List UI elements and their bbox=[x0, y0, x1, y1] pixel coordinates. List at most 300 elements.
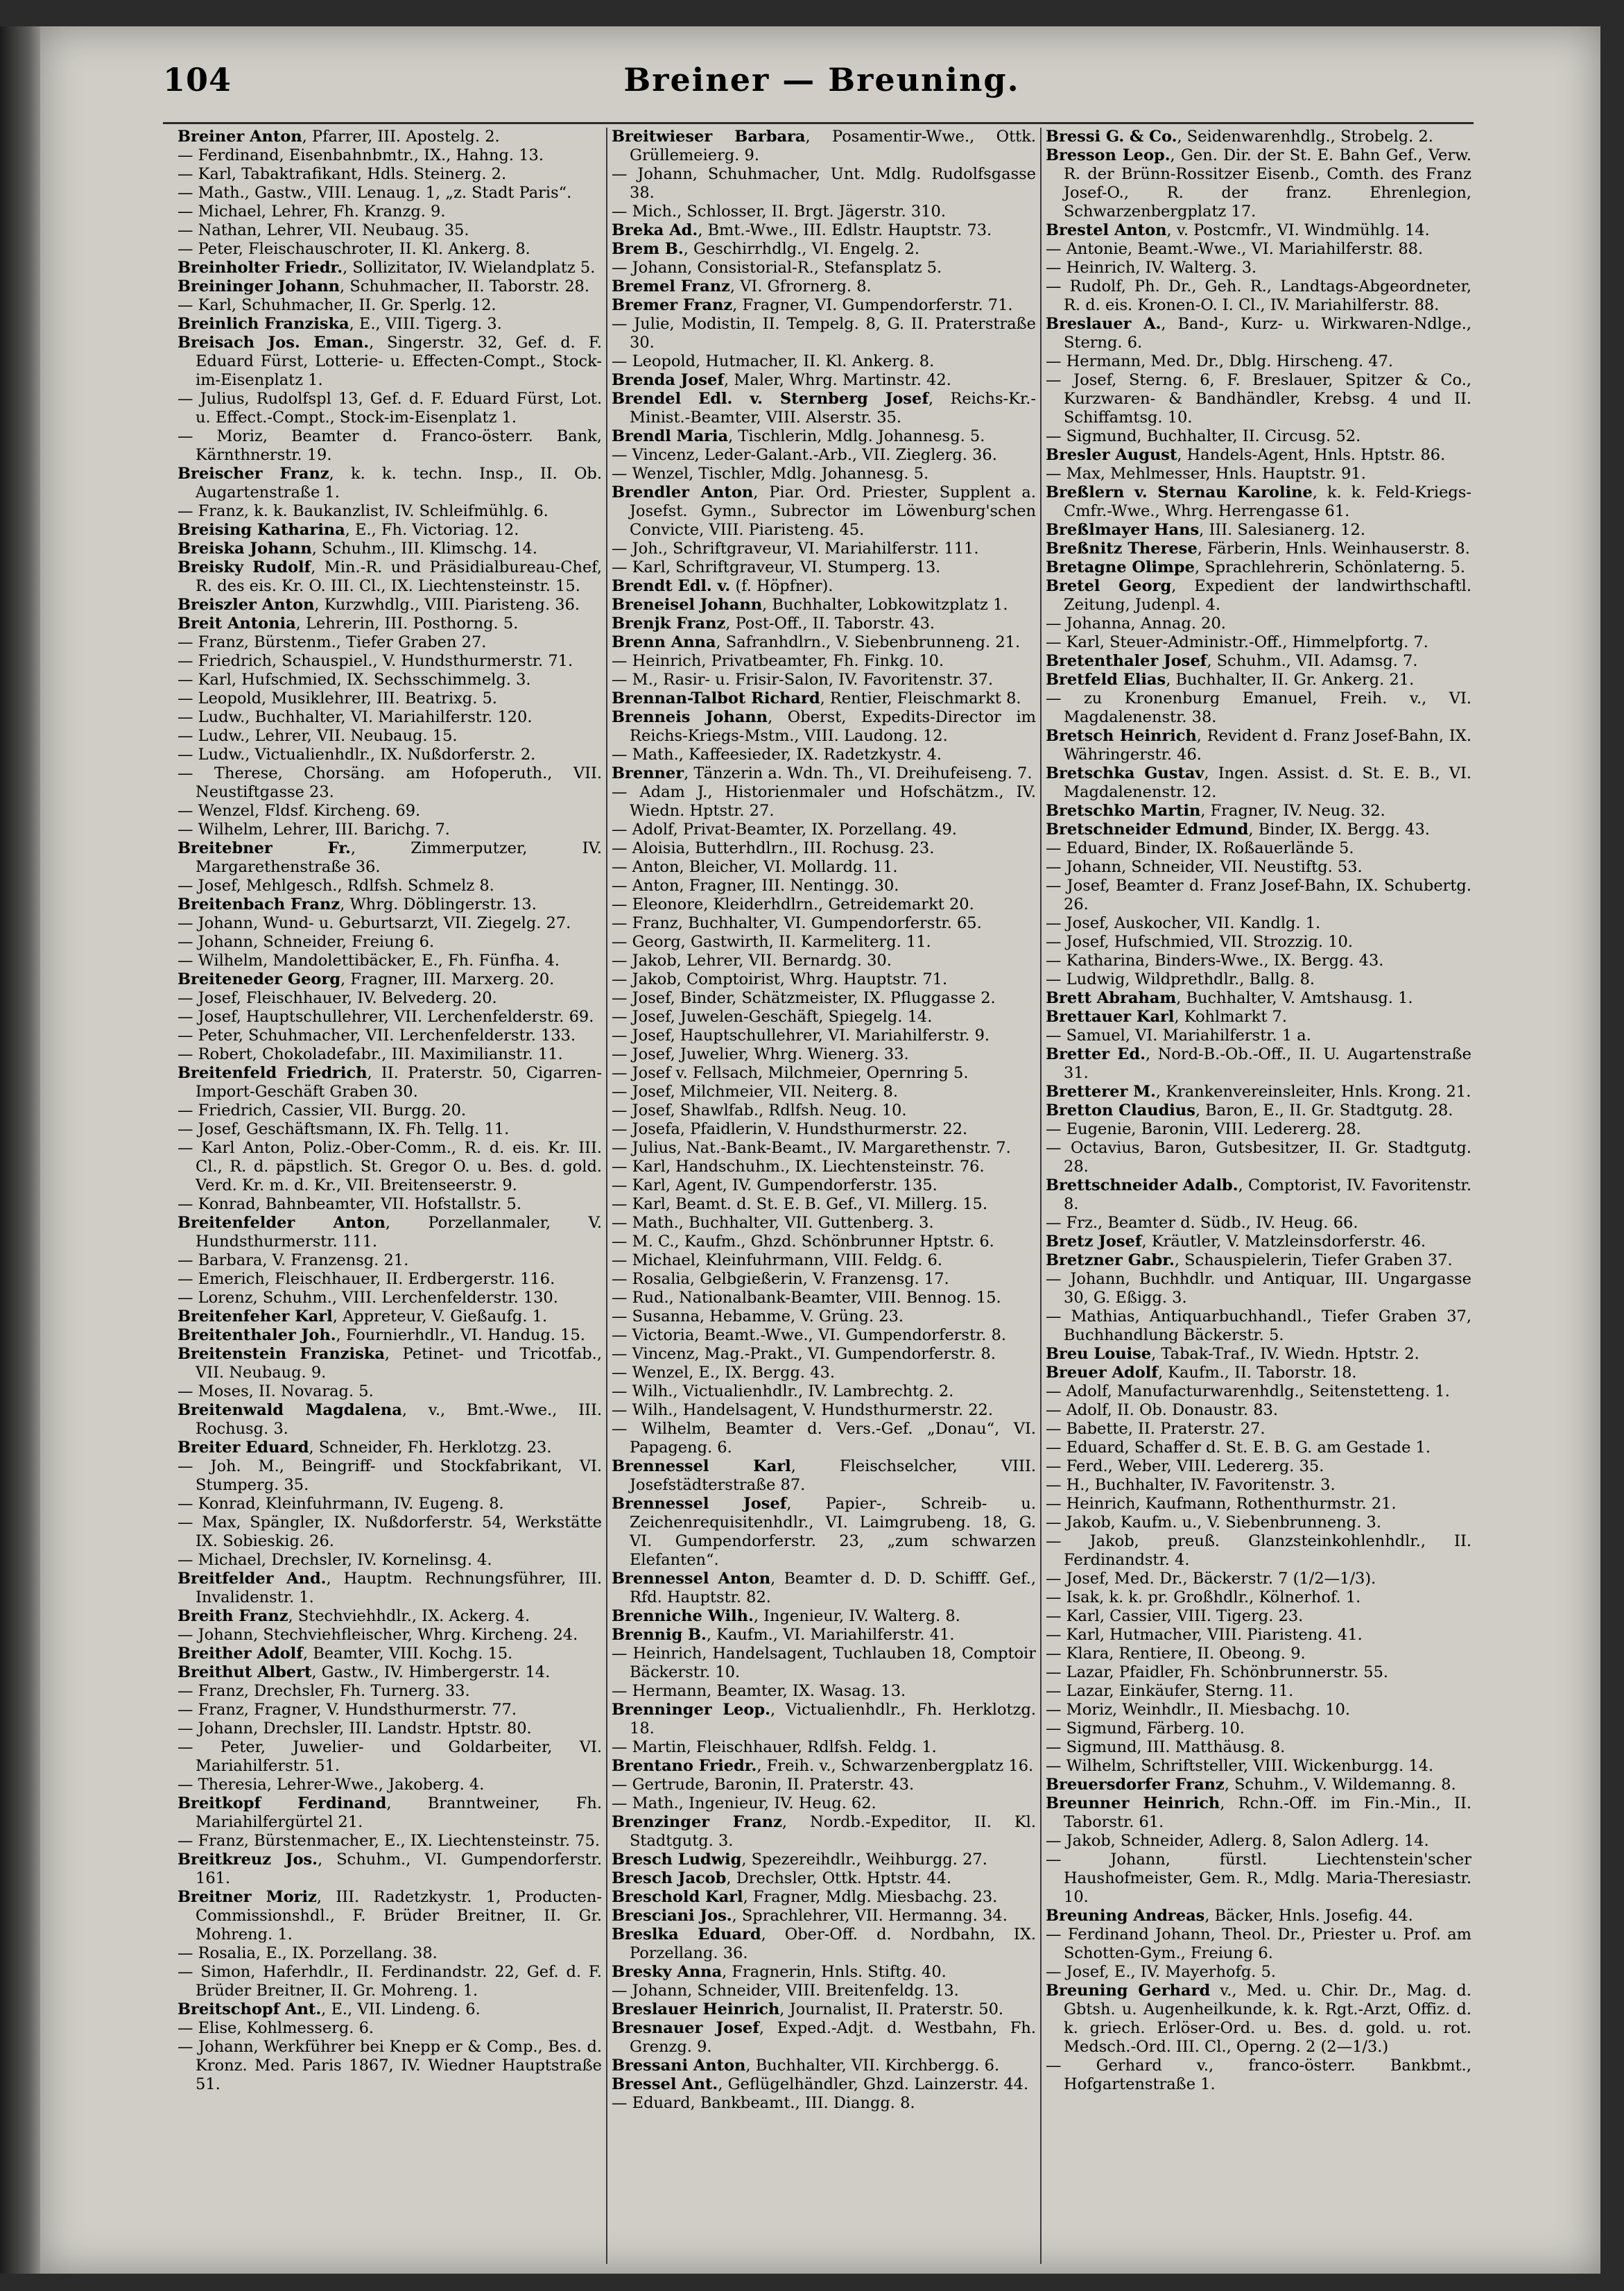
directory-entry bbox=[178, 165, 602, 184]
directory-entry bbox=[612, 2019, 1036, 2057]
directory-entry bbox=[612, 315, 1036, 352]
entry-surname: Breitschopf Ant. bbox=[178, 2000, 322, 2018]
entry-details: , Fragner, III. Marxerg. 20. bbox=[340, 970, 555, 988]
directory-entry bbox=[178, 1345, 602, 1382]
entry-details: — Julius, Rudolfspl 13, Gef. d. F. Eduard Fürst, Lot. u. Effect.-Compt., Stock-im-Eisenplatz 1. bbox=[178, 390, 602, 427]
entry-details: — Ferdinand Johann, Theol. Dr., Priester u. Prof. am Schotten-Gym., Freiung 6. bbox=[1046, 1925, 1471, 1962]
directory-entry bbox=[178, 1663, 602, 1682]
directory-entry bbox=[612, 2094, 1036, 2113]
entry-details: , Maler, Whrg. Martinstr. 42. bbox=[724, 371, 951, 389]
entry-details: — Moriz, Weinhdlr., II. Miesbachg. 10. bbox=[1046, 1701, 1351, 1719]
entry-details: — Wilhelm, Schriftsteller, VIII. Wickenburgg. 14. bbox=[1046, 1757, 1434, 1775]
entry-details: — Karl, Hutmacher, VIII. Piaristeng. 41. bbox=[1046, 1626, 1363, 1644]
entry-details: — Rudolf, Ph. Dr., Geh. R., Landtags-Abgeordneter, R. d. eis. Kronen-O. I. Cl., IV. Mariahilferstr. 88. bbox=[1046, 277, 1471, 314]
directory-entry bbox=[612, 1064, 1036, 1083]
entry-details: — Gerhard v., franco-österr. Bankbmt., Hofgartenstraße 1. bbox=[1046, 2057, 1471, 2093]
entry-details: — Max, Mehlmesser, Hnls. Hauptstr. 91. bbox=[1046, 465, 1366, 483]
entry-details: — Lorenz, Schuhm., VIII. Lerchenfelderstr. 130. bbox=[178, 1289, 558, 1307]
entry-details: — Julie, Modistin, II. Tempelg. 8, G. II. Praterstraße 30. bbox=[612, 315, 1036, 352]
entry-details: — Rosalia, Gelbgießerin, V. Franzensg. 17. bbox=[612, 1270, 949, 1288]
directory-entry bbox=[1046, 877, 1471, 914]
entry-surname: Brenzinger Franz bbox=[612, 1813, 782, 1831]
entry-details: — Math., Buchhalter, VII. Guttenberg. 3. bbox=[612, 1214, 934, 1232]
entry-details: , Kaufm., II. Taborstr. 18. bbox=[1157, 1364, 1357, 1382]
directory-entry bbox=[178, 1645, 602, 1663]
entry-details: — Eduard, Bankbeamt., III. Diangg. 8. bbox=[612, 2094, 915, 2112]
entry-details: — Math., Gastw., VIII. Lenaug. 1, „z. Stadt Paris“. bbox=[178, 184, 572, 202]
directory-entry bbox=[612, 577, 1036, 596]
entry-details: , Fragner, VI. Gumpendorferstr. 71. bbox=[732, 296, 1013, 314]
directory-entry bbox=[1046, 952, 1471, 970]
entry-details: , Kurzwhdlg., VIII. Piaristeng. 36. bbox=[314, 596, 580, 614]
directory-entry bbox=[178, 952, 602, 970]
entry-details: , Nordb.-Expeditor, II. Kl. Stadtgutg. 3. bbox=[630, 1813, 1036, 1850]
directory-entry bbox=[612, 1757, 1036, 1776]
entry-details: — Isak, k. k. pr. Großhdlr., Kölnerhof. 1. bbox=[1046, 1588, 1361, 1606]
entry-details: — Vincenz, Mag.-Prakt., VI. Gumpendorferstr. 8. bbox=[612, 1345, 996, 1363]
directory-entry bbox=[178, 1607, 602, 1626]
directory-entry bbox=[612, 296, 1036, 315]
directory-entry bbox=[178, 764, 602, 802]
directory-entry bbox=[612, 1158, 1036, 1176]
directory-entry bbox=[1046, 1420, 1471, 1439]
entry-details: — Wilh., Victualienhdlr., IV. Lambrechtg. 2. bbox=[612, 1382, 954, 1400]
directory-entry bbox=[178, 708, 602, 727]
directory-entry bbox=[612, 277, 1036, 296]
entry-details: , Sollizitator, IV. Wielandplatz 5. bbox=[343, 259, 596, 277]
entry-surname: Brett Abraham bbox=[1046, 989, 1177, 1007]
entry-details: — zu Kronenburg Emanuel, Freih. v., VI. Magdalenenstr. 38. bbox=[1046, 689, 1471, 726]
entry-details: — Ludw., Lehrer, VII. Neubaug. 15. bbox=[178, 727, 458, 745]
entry-details: , Stechviehhdlr., IX. Ackerg. 4. bbox=[288, 1607, 530, 1625]
directory-entry bbox=[612, 1382, 1036, 1401]
entry-details: — Barbara, V. Franzensg. 21. bbox=[178, 1251, 409, 1269]
directory-entry bbox=[178, 1139, 602, 1195]
directory-entry bbox=[1046, 1083, 1471, 1101]
directory-entry bbox=[1046, 764, 1471, 802]
entry-details: — Franz, Bürstenm., Tiefer Graben 27. bbox=[178, 633, 487, 651]
entry-details: , Comptorist, IV. Favoritenstr. 8. bbox=[1064, 1176, 1471, 1213]
entry-details: — Moses, II. Novarag. 5. bbox=[178, 1382, 374, 1400]
directory-entry bbox=[178, 1101, 602, 1120]
directory-entry bbox=[178, 2038, 602, 2094]
directory-entry bbox=[178, 633, 602, 652]
entry-details: , Gastw., IV. Himbergerstr. 14. bbox=[311, 1663, 551, 1681]
column-2 bbox=[607, 128, 1042, 2264]
entry-details: — Karl, Steuer-Administr.-Off., Himmelpfortg. 7. bbox=[1046, 633, 1428, 651]
directory-entry bbox=[1046, 371, 1471, 427]
directory-entry bbox=[178, 1027, 602, 1045]
entry-details: — Jakob, Comptoirist, Whrg. Hauptstr. 71. bbox=[612, 970, 948, 988]
entry-details: — Heinrich, Privatbeamter, Fh. Finkg. 10. bbox=[612, 652, 944, 670]
entry-details: — H., Buchhalter, IV. Favoritenstr. 3. bbox=[1046, 1476, 1336, 1494]
entry-details: , Geschirrhdlg., VI. Engelg. 2. bbox=[683, 240, 920, 258]
entry-surname: Brennessel Josef bbox=[612, 1495, 787, 1513]
directory-entry bbox=[178, 2000, 602, 2019]
entry-details: — M., Rasir- u. Frisir-Salon, IV. Favoritenstr. 37. bbox=[612, 671, 994, 689]
entry-details: — Leopold, Musiklehrer, III. Beatrixg. 5. bbox=[178, 689, 497, 707]
directory-entry bbox=[612, 1888, 1036, 1907]
directory-entry bbox=[1046, 1364, 1471, 1382]
directory-entry bbox=[612, 1457, 1036, 1495]
entry-details: , Kohlmarkt 7. bbox=[1174, 1008, 1287, 1026]
entry-details: — Rosalia, E., IX. Porzellang. 38. bbox=[178, 1944, 438, 1962]
entry-details: — Wilh., Handelsagent, V. Hundsthurmerstr. 22. bbox=[612, 1401, 993, 1419]
entry-surname: Breuning Gerhard bbox=[1046, 1982, 1211, 2000]
entry-surname: Breitenfeld Friedrich bbox=[178, 1064, 368, 1082]
directory-entry bbox=[612, 1495, 1036, 1570]
directory-entry bbox=[612, 1307, 1036, 1326]
entry-surname: Breuersdorfer Franz bbox=[1046, 1776, 1225, 1794]
entry-details: — Wilhelm, Beamter d. Vers.-Gef. „Donau“, VI. Papageng. 6. bbox=[612, 1420, 1036, 1457]
directory-entry bbox=[612, 128, 1036, 165]
directory-entry bbox=[1046, 1439, 1471, 1457]
directory-entry bbox=[612, 821, 1036, 839]
entry-details: — Math., Kaffeesieder, IX. Radetzkystr. 4. bbox=[612, 746, 942, 764]
entry-surname: Brendt Edl. v. bbox=[612, 577, 731, 595]
entry-details: — Joh. M., Beingriff- und Stockfabrikant, VI. Stumperg. 35. bbox=[178, 1457, 602, 1494]
directory-entry bbox=[178, 877, 602, 895]
entry-details: , VI. Gfrornerg. 8. bbox=[729, 277, 872, 295]
entry-details: , Porzellanmaler, V. Hundsthurmerstr. 111. bbox=[196, 1214, 603, 1251]
directory-entry bbox=[178, 502, 602, 521]
entry-surname: Brendl Maria bbox=[612, 427, 729, 445]
directory-entry bbox=[178, 1682, 602, 1701]
entry-details: — Nathan, Lehrer, VII. Neubaug. 35. bbox=[178, 221, 469, 239]
entry-details: , Ingenieur, IV. Walterg. 8. bbox=[753, 1607, 960, 1625]
entry-details: , k. k. techn. Insp., II. Ob. Augartenstraße 1. bbox=[196, 465, 602, 501]
directory-entry bbox=[178, 521, 602, 540]
entry-details: — Wenzel, Tischler, Mdlg. Johannesg. 5. bbox=[612, 465, 929, 483]
entry-details: , Buchhalter, Lobkowitzplatz 1. bbox=[762, 596, 1008, 614]
directory-entry bbox=[178, 1270, 602, 1289]
entry-details: — Leopold, Hutmacher, II. Kl. Ankerg. 8. bbox=[612, 352, 935, 370]
directory-entry bbox=[1046, 259, 1471, 277]
directory-entry bbox=[178, 1513, 602, 1551]
entry-surname: Bretton Claudius bbox=[1046, 1101, 1195, 1119]
directory-entry bbox=[178, 1495, 602, 1513]
directory-entry bbox=[612, 1813, 1036, 1851]
directory-entry bbox=[178, 1120, 602, 1139]
entry-details: — Elise, Kohlmesserg. 6. bbox=[178, 2019, 374, 2037]
directory-entry bbox=[1046, 1757, 1471, 1776]
entry-surname: Breiszler Anton bbox=[178, 596, 315, 614]
directory-entry bbox=[1046, 1495, 1471, 1513]
entry-details: , Geflügelhändler, Ghzd. Lainzerstr. 44. bbox=[718, 2075, 1029, 2093]
entry-details: , E., VIII. Tigerg. 3. bbox=[349, 315, 502, 333]
directory-entry bbox=[1046, 1570, 1471, 1588]
entry-details: , Schuhm., III. Klimschg. 14. bbox=[311, 540, 537, 558]
entry-details: , Baron, E., II. Gr. Stadtgutg. 28. bbox=[1195, 1101, 1453, 1119]
entry-details: — Wilhelm, Mandolettibäcker, E., Fh. Fünfha. 4. bbox=[178, 952, 560, 970]
running-title: Breiner — Breuning. bbox=[623, 61, 1020, 98]
entry-details: , E., Fh. Victoriag. 12. bbox=[345, 521, 519, 539]
entry-surname: Bretter Ed. bbox=[1046, 1045, 1146, 1063]
entry-details: — Lazar, Pfaidler, Fh. Schönbrunnerstr. 55. bbox=[1046, 1663, 1389, 1681]
directory-entry bbox=[612, 1645, 1036, 1682]
entry-details: — Lazar, Einkäufer, Sterng. 11. bbox=[1046, 1682, 1294, 1700]
directory-entry bbox=[612, 1270, 1036, 1289]
entry-surname: Breneisel Johann bbox=[612, 596, 763, 614]
entry-surname: Brennessel Anton bbox=[612, 1570, 771, 1588]
directory-entry bbox=[178, 727, 602, 746]
entry-details: , Seidenwarenhdlg., Strobelg. 2. bbox=[1177, 128, 1433, 146]
directory-entry bbox=[178, 821, 602, 839]
directory-entry bbox=[612, 2057, 1036, 2075]
entry-surname: Breßnitz Therese bbox=[1046, 540, 1198, 558]
entry-surname: Bretzner Gabr. bbox=[1046, 1251, 1175, 1269]
column-3 bbox=[1042, 128, 1476, 2264]
directory-entry bbox=[612, 1008, 1036, 1027]
entry-surname: Breitenthaler Joh. bbox=[178, 1326, 336, 1344]
directory-entry bbox=[612, 1214, 1036, 1233]
directory-entry bbox=[1046, 577, 1471, 615]
entry-details: — Johann, Consistorial-R., Stefansplatz 5. bbox=[612, 259, 942, 277]
entry-details: — Josef, Auskocher, VII. Kandlg. 1. bbox=[1046, 914, 1321, 932]
entry-surname: Breitenfelder Anton bbox=[178, 1214, 386, 1232]
entry-surname: Bretfeld Elias bbox=[1046, 671, 1166, 689]
entry-details: — Franz, Buchhalter, VI. Gumpendorferstr. 65. bbox=[612, 914, 982, 932]
directory-entry bbox=[612, 1251, 1036, 1270]
directory-entry bbox=[178, 146, 602, 165]
directory-entry bbox=[612, 259, 1036, 277]
entry-details: — Josef, Juwelier, Whrg. Wienerg. 33. bbox=[612, 1045, 909, 1063]
entry-details: — Adolf, II. Ob. Donaustr. 83. bbox=[1046, 1401, 1279, 1419]
entry-details: — Eleonore, Kleiderhdlrn., Getreidemarkt 20. bbox=[612, 895, 974, 913]
directory-entry bbox=[1046, 1588, 1471, 1607]
entry-details: , Handels-Agent, Hnls. Hptstr. 86. bbox=[1177, 446, 1446, 464]
entry-surname: Breka Ad. bbox=[612, 221, 698, 239]
entry-details: — Frz., Beamter d. Südb., IV. Heug. 66. bbox=[1046, 1214, 1358, 1232]
entry-details: — Sigmund, III. Matthäusg. 8. bbox=[1046, 1738, 1286, 1756]
directory-entry bbox=[1046, 821, 1471, 839]
directory-entry bbox=[178, 989, 602, 1008]
directory-columns bbox=[173, 128, 1477, 2264]
entry-details: — Michael, Drechsler, IV. Kornelinsg. 4. bbox=[178, 1551, 492, 1569]
directory-entry bbox=[178, 1307, 602, 1326]
entry-details: , Schuhm., VI. Gumpendorferstr. 161. bbox=[196, 1851, 602, 1887]
directory-entry bbox=[1046, 1719, 1471, 1738]
directory-entry bbox=[1046, 1776, 1471, 1794]
entry-surname: Breininger Johann bbox=[178, 277, 340, 295]
directory-entry bbox=[612, 952, 1036, 970]
entry-details: — Rud., Nationalbank-Beamter, VIII. Bennog. 15. bbox=[612, 1289, 1001, 1307]
entry-surname: Breischer Franz bbox=[178, 465, 329, 483]
entry-details: — Josef, Fleischhauer, IV. Belvederg. 20. bbox=[178, 989, 497, 1007]
entry-surname: Breit Antonia bbox=[178, 615, 296, 633]
directory-entry bbox=[178, 465, 602, 502]
entry-details: , Buchhalter, II. Gr. Ankerg. 21. bbox=[1166, 671, 1415, 689]
directory-entry bbox=[1046, 1401, 1471, 1420]
entry-details: — Karl, Handschuhm., IX. Liechtensteinstr. 76. bbox=[612, 1158, 985, 1176]
directory-entry bbox=[612, 1963, 1036, 1982]
entry-surname: Brenn Anna bbox=[612, 633, 716, 651]
entry-details: — Johann, Wund- u. Geburtsarzt, VII. Ziegelg. 27. bbox=[178, 914, 571, 932]
directory-entry bbox=[178, 1439, 602, 1457]
entry-details: — Friedrich, Schauspiel., V. Hundsthurmerstr. 71. bbox=[178, 652, 573, 670]
directory-entry bbox=[1046, 446, 1471, 465]
directory-entry bbox=[612, 746, 1036, 764]
entry-details: , v. Postcmfr., VI. Windmühlg. 14. bbox=[1166, 221, 1430, 239]
entry-surname: Breiter Eduard bbox=[178, 1439, 309, 1457]
directory-entry bbox=[1046, 1626, 1471, 1645]
entry-surname: Breuning Andreas bbox=[1046, 1907, 1205, 1925]
directory-entry bbox=[612, 633, 1036, 652]
entry-details: , Rchn.-Off. im Fin.-Min., II. Taborstr. 61. bbox=[1064, 1794, 1471, 1831]
directory-entry bbox=[1046, 727, 1471, 764]
entry-details: , Schauspielerin, Tiefer Graben 37. bbox=[1174, 1251, 1453, 1269]
entry-surname: Breitenstein Franziska bbox=[178, 1345, 385, 1363]
entry-details: — Hermann, Med. Dr., Dblg. Hirscheng. 47. bbox=[1046, 352, 1394, 370]
directory-entry bbox=[612, 689, 1036, 708]
entry-details: — Peter, Fleischauschroter, II. Kl. Ankerg. 8. bbox=[178, 240, 530, 258]
directory-entry bbox=[1046, 1008, 1471, 1027]
entry-details: — Adam J., Historienmaler und Hofschätzm., IV. Wiedn. Hptstr. 27. bbox=[612, 783, 1036, 820]
entry-details: , Hauptm. Rechnungsführer, III. Invalidenstr. 1. bbox=[196, 1570, 602, 1606]
directory-entry bbox=[612, 895, 1036, 914]
directory-entry bbox=[612, 465, 1036, 483]
entry-details: — Mich., Schlosser, II. Brgt. Jägerstr. 310. bbox=[612, 203, 946, 221]
directory-entry bbox=[1046, 1963, 1471, 1982]
directory-entry bbox=[1046, 1382, 1471, 1401]
directory-entry bbox=[178, 1064, 602, 1101]
entry-details: — Josef, Shawlfab., Rdlfsh. Neug. 10. bbox=[612, 1101, 907, 1119]
directory-entry bbox=[1046, 1233, 1471, 1251]
directory-entry bbox=[178, 1794, 602, 1832]
directory-entry bbox=[1046, 146, 1471, 221]
entry-details: — M. C., Kaufm., Ghzd. Schönbrunner Hptstr. 6. bbox=[612, 1233, 994, 1251]
directory-entry bbox=[612, 1195, 1036, 1214]
directory-entry bbox=[1046, 839, 1471, 858]
entry-details: , Sprachlehrer, VII. Hermanng. 34. bbox=[732, 1907, 1008, 1925]
entry-details: — Josef, Hufschmied, VII. Strozzig. 10. bbox=[1046, 933, 1354, 951]
directory-entry bbox=[178, 1008, 602, 1027]
entry-details: — Wilhelm, Lehrer, III. Barichg. 7. bbox=[178, 821, 450, 839]
directory-entry bbox=[612, 1570, 1036, 1607]
entry-surname: Breu Louise bbox=[1046, 1345, 1152, 1363]
entry-surname: Bressel Ant. bbox=[612, 2075, 718, 2093]
directory-entry bbox=[612, 1083, 1036, 1101]
entry-surname: Bresler August bbox=[1046, 446, 1177, 464]
directory-entry bbox=[178, 1289, 602, 1307]
entry-details: — Johann, Schuhmacher, Unt. Mdlg. Rudolfsgasse 38. bbox=[612, 165, 1036, 202]
entry-details: — Gertrude, Baronin, II. Praterstr. 43. bbox=[612, 1776, 915, 1794]
entry-surname: Bresky Anna bbox=[612, 1963, 723, 1981]
entry-details: , Singerstr. 32, Gef. d. F. Eduard Fürst, Lotterie- u. Effecten-Compt., Stock-im-Eisenplatz 1. bbox=[196, 334, 602, 389]
entry-surname: Bresciani Jos. bbox=[612, 1907, 732, 1925]
entry-details: — Josef v. Fellsach, Milchmeier, Opernring 5. bbox=[612, 1064, 969, 1082]
directory-entry bbox=[612, 1607, 1036, 1626]
entry-details: — Katharina, Binders-Wwe., IX. Bergg. 43. bbox=[1046, 952, 1384, 970]
entry-surname: Breiteneder Georg bbox=[178, 970, 340, 988]
entry-surname: Breitfelder And. bbox=[178, 1570, 327, 1588]
directory-entry bbox=[178, 296, 602, 315]
entry-surname: Brenjk Franz bbox=[612, 615, 726, 633]
entry-details: , Schuhm., VII. Adamsg. 7. bbox=[1207, 652, 1418, 670]
directory-entry bbox=[1046, 483, 1471, 521]
directory-entry bbox=[178, 259, 602, 277]
entry-details: , Papier-, Schreib- u. Zeichenrequisitenhdlr., VI. Laimgrubeng. 18, G. VI. Gumpendorferstr. 23, „zum schwarzen Elefanten“. bbox=[630, 1495, 1036, 1569]
entry-details: , Piar. Ord. Priester, Supplent a. Josefst. Gymn., Subrector im Löwenburg'schen Convicte, VIII. Piaristeng. 45. bbox=[630, 483, 1036, 539]
entry-surname: Brettschneider Adalb. bbox=[1046, 1176, 1238, 1194]
entry-surname: Bretschneider Edmund bbox=[1046, 821, 1249, 839]
entry-details: — Karl Anton, Poliz.-Ober-Comm., R. d. eis. Kr. III. Cl., R. d. päpstlich. St. Gregor O. u. Bes. d. gold. Verd. Kr. m. d. Kr., VII. Breitenseerstr. 9. bbox=[178, 1139, 602, 1194]
directory-entry bbox=[612, 1851, 1036, 1869]
directory-entry bbox=[178, 1195, 602, 1214]
entry-details: — Josef, Mehlgesch., Rdlfsh. Schmelz 8. bbox=[178, 877, 494, 895]
directory-entry bbox=[612, 708, 1036, 746]
entry-surname: Breitwieser Barbara bbox=[612, 128, 806, 146]
entry-details: , v., Bmt.-Wwe., III. Rochusg. 3. bbox=[196, 1401, 602, 1438]
directory-entry bbox=[612, 558, 1036, 577]
directory-entry bbox=[1046, 240, 1471, 259]
entry-details: , E., VII. Lindeng. 6. bbox=[321, 2000, 481, 2018]
directory-entry bbox=[612, 970, 1036, 989]
entry-details: — Johann, Stechviehfleischer, Whrg. Kircheng. 24. bbox=[178, 1626, 578, 1644]
directory-entry bbox=[612, 1101, 1036, 1120]
entry-details: , Buchhalter, V. Amtshausg. 1. bbox=[1176, 989, 1413, 1007]
directory-entry bbox=[1046, 1139, 1471, 1176]
entry-surname: Bremel Franz bbox=[612, 277, 730, 295]
entry-details: — Antonie, Beamt.-Wwe., VI. Mariahilferstr. 88. bbox=[1046, 240, 1424, 258]
entry-details: — Wenzel, Fldsf. Kircheng. 69. bbox=[178, 802, 421, 820]
directory-entry bbox=[1046, 1663, 1471, 1682]
entry-details: — Karl, Cassier, VIII. Tigerg. 23. bbox=[1046, 1607, 1304, 1625]
entry-surname: Brendler Anton bbox=[612, 483, 754, 501]
directory-entry bbox=[178, 427, 602, 465]
entry-details: — Octavius, Baron, Gutsbesitzer, II. Gr. Stadtgutg. 28. bbox=[1046, 1139, 1471, 1176]
entry-details: , Bmt.-Wwe., III. Edlstr. Hauptstr. 73. bbox=[698, 221, 992, 239]
entry-details: — Simon, Haferhdlr., II. Ferdinandstr. 22, Gef. d. F. Brüder Breitner, II. Gr. Mohreng. 1. bbox=[178, 1963, 602, 2000]
entry-details: — Jakob, Schneider, Adlerg. 8, Salon Adlerg. 14. bbox=[1046, 1832, 1429, 1850]
entry-surname: Breuer Adolf bbox=[1046, 1364, 1158, 1382]
directory-entry bbox=[1046, 315, 1471, 352]
entry-details: — Eugenie, Baronin, VIII. Ledererg. 28. bbox=[1046, 1120, 1361, 1138]
directory-entry bbox=[178, 895, 602, 914]
directory-entry bbox=[612, 1139, 1036, 1158]
entry-details: — Karl, Agent, IV. Gumpendorferstr. 135. bbox=[612, 1176, 938, 1194]
entry-surname: Breschold Karl bbox=[612, 1888, 743, 1906]
directory-entry bbox=[1046, 1251, 1471, 1270]
entry-details: , Rentier, Fleischmarkt 8. bbox=[820, 689, 1021, 707]
entry-surname: Brenneis Johann bbox=[612, 708, 768, 726]
directory-entry bbox=[178, 596, 602, 615]
entry-details: , III. Radetzkystr. 1, Producten-Commissionshdl., F. Brüder Breitner, II. Gr. Mohreng. 1. bbox=[196, 1888, 602, 1944]
entry-details: , III. Salesianerg. 12. bbox=[1199, 521, 1365, 539]
directory-entry bbox=[612, 1176, 1036, 1195]
entry-details: , Appreteur, V. Gießaufg. 1. bbox=[332, 1307, 548, 1325]
entry-details: , Fragner, IV. Neug. 32. bbox=[1200, 802, 1385, 820]
entry-details: , Posamentir-Wwe., Ottk. Grüllemeierg. 9. bbox=[630, 128, 1036, 164]
entry-details: , Zimmerputzer, IV. Margarethenstraße 36. bbox=[196, 839, 602, 876]
entry-surname: Bresch Jacob bbox=[612, 1869, 727, 1887]
entry-details: , Pfarrer, III. Apostelg. 2. bbox=[302, 128, 500, 146]
entry-surname: Bressani Anton bbox=[612, 2057, 746, 2075]
directory-entry bbox=[178, 203, 602, 221]
directory-entry bbox=[178, 1963, 602, 2000]
entry-details: — Franz, Fragner, V. Hundsthurmerstr. 77. bbox=[178, 1701, 517, 1719]
entry-surname: Bretsch Heinrich bbox=[1046, 727, 1197, 745]
entry-surname: Bresnauer Josef bbox=[612, 2019, 759, 2037]
entry-details: , Drechsler, Ottk. Hptstr. 44. bbox=[726, 1869, 952, 1887]
directory-entry bbox=[612, 933, 1036, 952]
entry-surname: Brestel Anton bbox=[1046, 221, 1167, 239]
directory-entry bbox=[178, 914, 602, 933]
directory-entry bbox=[178, 558, 602, 596]
directory-entry bbox=[178, 334, 602, 390]
entry-details: , Färberin, Hnls. Weinhauserstr. 8. bbox=[1197, 540, 1470, 558]
entry-details: , Post-Off., II. Taborstr. 43. bbox=[725, 615, 935, 633]
